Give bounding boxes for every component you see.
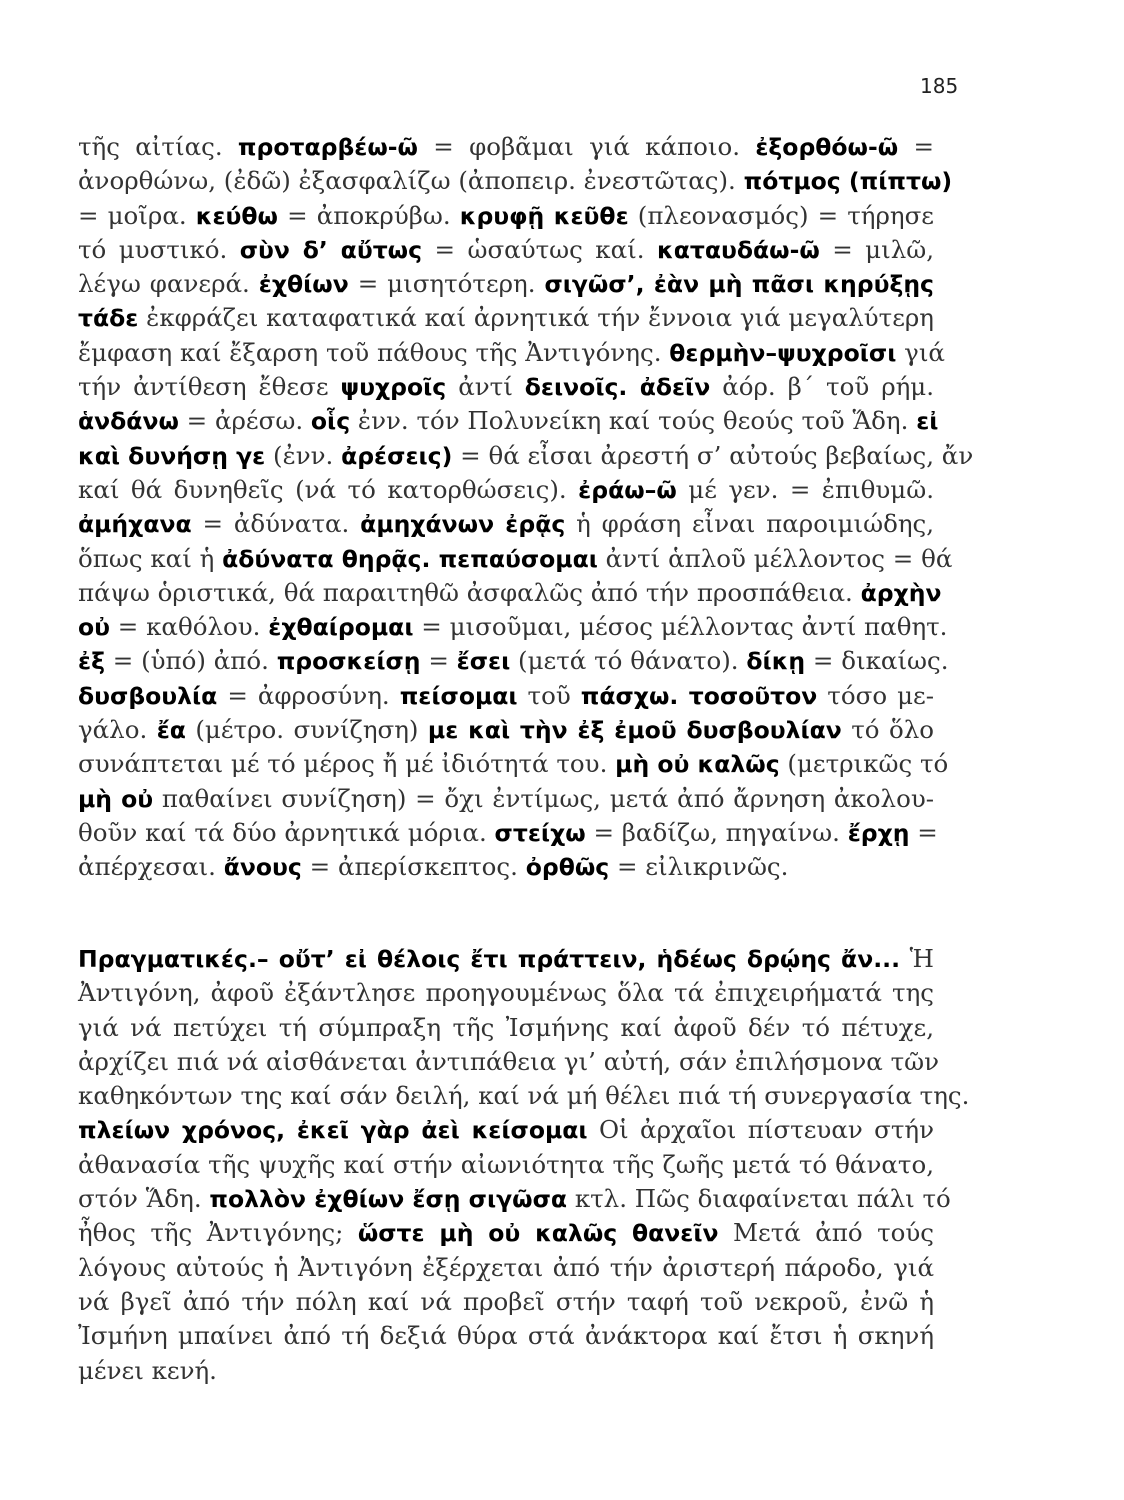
text-run: = εἰλικρινῶς. [609,852,789,882]
bold-term: κρυφῇ κεῦθε [459,201,629,230]
text-run: μέ γεν. = ἐπιθυμῶ. [676,474,934,504]
text-run: λέγω φανερά. [78,269,259,299]
text-run: τό μυστικό. [78,234,240,264]
bold-term: προταρβέω-ῶ [237,133,418,161]
text-run: ἐνν. τόν Πολυνείκη καί τούς θεούς τοῦ Ἅδη. [350,406,917,436]
glossary-paragraph [78,130,974,885]
text-run: = [898,132,934,161]
text-run: ἀνορθώνω, (ἐδῶ) ἐξασφαλίζω (ἀποπειρ. ἐνεστῶτας). [78,166,744,196]
glossary-line [78,199,934,233]
text-run: = ὡσαύτως καί. [422,234,657,264]
commentary-line [78,1319,934,1353]
text-run: γάλο. [78,715,157,745]
glossary-line [78,439,974,473]
commentary-line [78,1148,934,1182]
glossary-line [78,542,953,576]
bold-term: ἐράω–ῶ [578,475,677,504]
glossary-line [78,816,938,850]
text-run: τόσο με- [817,680,934,710]
text-run: νά βγεῖ ἀπό τήν πόλη καί νά προβεῖ στήν ταφή τοῦ νεκροῦ, ἐνῶ ἡ [78,1286,934,1316]
text-run: = ἀφροσύνη. [217,680,400,710]
glossary-line [78,850,934,884]
bold-term: ψυχροῖς [340,373,447,402]
text-run: = φοβᾶμαι γιά κάποιο. [417,132,756,161]
bold-term: ἁνδάνω [78,407,179,436]
bold-term: ἐχθίων [258,270,349,299]
bold-term: ἐξορθόω-ῶ [755,133,899,161]
glossary-line [78,473,934,507]
bold-term: κεύθω [195,201,278,230]
bold-term: στείχω [494,818,586,847]
text-run: καθηκόντων της καί σάν δειλή, καί νά μή θέλει πιά τή συνεργασία της. [78,1081,970,1111]
text-run: ἐκφράζει καταφατικά καί ἀρνητικά τήν ἔννοια γιά μεγαλύτερη [138,303,934,333]
bold-term: καταυδάω-ῶ [657,235,820,264]
commentary-line [78,1011,934,1045]
text-run: τοῦ [517,680,581,710]
text-run: Ἡ [900,944,934,973]
text-run: (μέτρο. συνίζηση) [185,715,428,745]
commentary-line [78,1216,934,1250]
text-run: = μιλῶ, [819,234,934,264]
text-run: τό ὅλο [841,715,934,745]
bold-term: θερμὴν–ψυχροῖσι [669,338,897,367]
text-run: ἀντί ἁπλοῦ μέλλοντος = θά [597,543,953,573]
text-run: = ἀρέσω. [178,406,311,436]
text-run: (μετρικῶς τό [779,749,949,779]
bold-term: ἔρχῃ [847,818,910,847]
text-run: = ἀποκρύβω. [277,200,460,230]
text-run: = ἀπερίσκεπτος. [301,852,526,882]
text-run: = μισοῦμαι, μέσος μέλλοντας ἀντί παθητ. [413,612,948,642]
text-run: τῆς αἰτίας. [78,132,238,161]
commentary-line [78,1045,940,1079]
text-run: Οἱ ἀρχαῖοι πίστευαν στήν [587,1115,934,1145]
text-run: ἀντί [446,372,525,402]
text-run: (ἐνν. [265,440,342,470]
text-run: παθαίνει συνίζηση) = ὄχι ἐντίμως, μετά ἀπό ἄρνηση ἀκολου- [153,783,934,813]
bold-term: ἄνους [223,853,302,882]
glossary-line [78,782,934,816]
text-run: = μοῖρα. [78,200,196,230]
bold-term: προσκείσῃ [276,647,421,676]
glossary-line [78,404,939,438]
commentary-line [78,976,934,1010]
text-run: θοῦν καί τά δύο ἀρνητικά μόρια. [78,817,495,847]
bold-term: δυσβουλία [78,681,218,710]
text-run: κτλ. Πῶς διαφαίνεται πάλι τό [567,1184,951,1214]
commentary-line [78,1079,970,1113]
text-run: τήν ἀντίθεση ἔθεσε [78,372,341,402]
bold-term: ἐξ [78,647,105,676]
bold-term: πείσομαι [399,681,518,710]
glossary-line [78,370,934,404]
bold-term: μὴ οὐ [78,784,154,813]
text-run: Μετά ἀπό τούς [718,1218,934,1248]
commentary-line [78,1113,934,1147]
commentary-paragraph [78,942,970,1388]
glossary-line [78,164,953,198]
text-run: γιά νά πετύχει τή σύμπραξη τῆς Ἰσμήνης καί ἀφοῦ δέν τό πέτυχε, [78,1012,934,1042]
text-run: Ἰσμήνη μπαίνει ἀπό τή δεξιά θύρα στά ἀνάκτορα καί ἔτσι ἡ σκηνή [78,1321,934,1351]
glossary-line [78,713,934,747]
bold-term: τάδε [78,304,139,333]
text-run: ὅπως καί ἡ [78,543,223,573]
glossary-line [78,507,934,541]
text-run: = μισητότερη. [348,269,545,299]
text-run: (μετά τό θάνατο). [510,646,747,676]
bold-term: ἐχθαίρομαι [268,613,414,642]
text-run: ἡ φράση εἶναι παροιμιώδης, [565,509,935,539]
bold-term: ἀμήχανα [78,510,192,539]
commentary-line [78,1285,934,1319]
text-run: = (ὑπό) ἀπό. [104,646,277,676]
bold-term: ἔσει [456,647,511,676]
text-run: πάψω ὁριστικά, θά παραιτηθῶ ἀσφαλῶς ἀπό τήν προσπάθεια. [78,577,861,607]
bold-term: Πραγματικές.– οὔτ’ εἰ θέλοις ἔτι πράττειν, ἡδέως δρῴης ἄν... [78,945,900,973]
text-run: = θά εἶσαι ἀρεστή σ’ αὐτούς βεβαίως, ἄν [452,440,974,470]
text-run: ἀρχίζει πιά νά αἰσθάνεται ἀντιπάθεια γι’ αὐτή, σάν ἐπιλήσμονα τῶν [78,1046,940,1076]
bold-term: ὀρθῶς [525,853,610,882]
glossary-line [78,576,942,610]
page-number: 185 [920,74,959,98]
glossary-line [78,301,934,335]
glossary-line [78,267,934,301]
bold-term: με καὶ τὴν ἐξ ἐμοῦ δυσβουλίαν [427,716,842,745]
text-run: στόν Ἅδη. [78,1184,210,1214]
text-run: ἦθος τῆς Ἀντιγόνης; [78,1218,358,1248]
glossary-line [78,644,949,678]
text-run: = βαδίζω, πηγαίνω. [585,817,848,847]
commentary-line [78,1251,934,1285]
bold-term: ἀρέσεις) [341,441,453,470]
glossary-line [78,747,949,781]
text-run: λόγους αὐτούς ἡ Ἀντιγόνη ἐξέρχεται ἀπό τήν ἀριστερή πάροδο, γιά [78,1252,934,1282]
text-run: = [909,817,938,847]
bold-term: δίκῃ [746,647,806,676]
bold-term: ἀρχὴν [860,578,942,607]
bold-term: πολλὸν ἐχθίων ἔσῃ σιγῶσα [209,1185,568,1214]
text-run: ἀπέρχεσαι. [78,852,224,882]
commentary-line [78,1354,934,1388]
glossary-line [78,336,945,370]
text-run: γιά [896,337,945,367]
text-run: ἀθανασία τῆς ψυχῆς καί στήν αἰωνιότητα τῆς ζωῆς μετά τό θάνατο, [78,1149,934,1179]
bold-term: δεινοῖς. ἀδεῖν [524,373,711,402]
text-run: = καθόλου. [110,612,269,642]
bold-term: οὐ [78,613,111,642]
glossary-line [78,610,948,644]
commentary-line [78,1182,951,1216]
text-run: Ἀντιγόνη, ἀφοῦ ἐξάντλησε προηγουμένως ὅλα τά ἐπιχειρήματά της [78,978,934,1008]
bold-term: καὶ δυνήσῃ γε [78,441,266,470]
text-run: ἀόρ. β´ τοῦ ρήμ. [710,372,934,402]
text-run: συνάπτεται μέ τό μέρος ἤ μέ ἰδιότητά του. [78,749,616,779]
text-run: (πλεονασμός) = τήρησε [628,200,934,230]
bold-term: μὴ οὐ καλῶς [615,750,780,779]
bold-term: πλείων χρόνος, ἐκεῖ γὰρ ἀεὶ κείσομαι [78,1116,588,1145]
text-run: = [420,646,457,676]
bold-term: οἷς [310,407,351,436]
bold-term: πάσχω. τοσοῦτον [580,681,818,710]
text-run: μένει κενή. [78,1355,217,1385]
text-run: καί θά δυνηθεῖς (νά τό κατορθώσεις). [78,474,579,504]
glossary-line [78,233,934,267]
text-run: = δικαίως. [805,646,949,676]
bold-term: ἔα [156,716,186,745]
bold-term: σιγῶσ’, ἐὰν μὴ πᾶσι κηρύξῃς [544,270,934,299]
bold-term: εἰ [916,407,939,436]
bold-term: ἀδύνατα θηρᾷς. πεπαύσομαι [222,544,598,573]
bold-term: σὺν δ’ αὔτως [239,235,423,264]
text-run: = ἀδύνατα. [191,509,361,539]
glossary-line [78,130,934,164]
text-run: ἔμφαση καί ἔξαρση τοῦ πάθους τῆς Ἀντιγόνης. [78,337,670,367]
bold-term: ἀμηχάνων ἐρᾷς [360,510,566,539]
bold-term: πότμος (πίπτω) [743,167,953,196]
commentary-line [78,942,934,976]
glossary-line [78,679,934,713]
bold-term: ὥστε μὴ οὐ καλῶς θανεῖν [357,1219,719,1248]
